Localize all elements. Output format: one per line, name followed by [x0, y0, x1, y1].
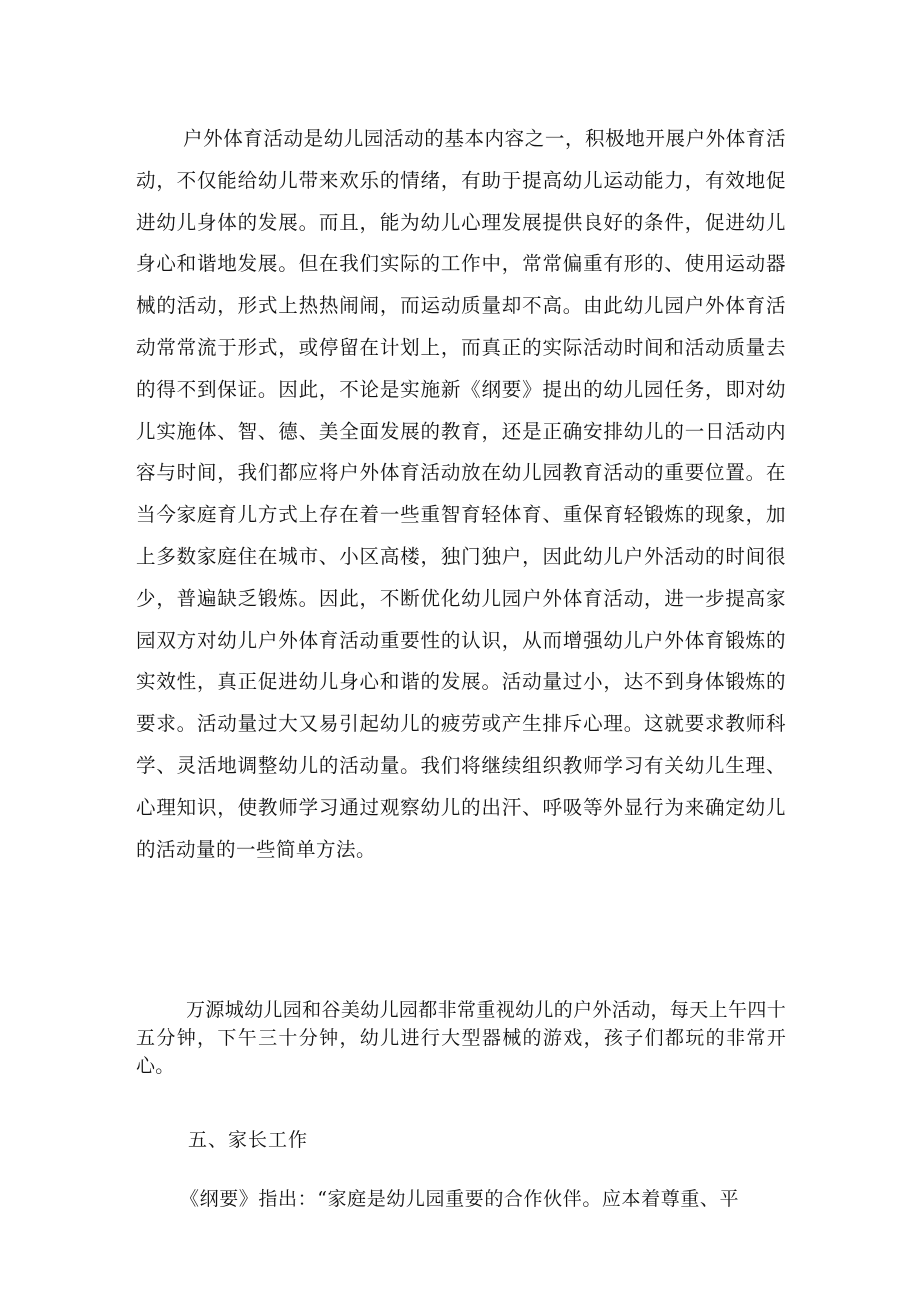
paragraph-kindergarten-activities: 万源城幼儿园和谷美幼儿园都非常重视幼儿的户外活动，每天上午四十五分钟，下午三十分钟，幼儿进行大型器械的游戏，孩子们都玩的非常开心。: [136, 999, 786, 1077]
paragraph-outdoor-sports: 户外体育活动是幼儿园活动的基本内容之一，积极地开展户外体育活动，不仅能给幼儿带来欢乐的情绪，有助于提高幼儿运动能力，有效地促进幼儿身体的发展。而且，能为幼儿心理发展提供良好的条件，促进幼儿身心和谐地发展。但在我们实际的工作中，常常偏重有形的、使用运动器械的活动，形式上热热闹闹，而运动质量却不高。由此幼儿园户外体育活动常常流于形式，或停留在计划上，而真正的实际活动时间和活动质量去的得不到保证。因此，不论是实施新《纲要》提出的幼儿园任务，即对幼儿实施体、智、德、美全面发展的教育，还是正确安排幼儿的一日活动内容与时间，我们都应将户外体育活动放在幼儿园教育活动的重要位置。在当今家庭育儿方式上存在着一些重智育轻体育、重保育轻锻炼的现象，加上多数家庭住在城市、小区高楼，独门独户，因此幼儿户外活动的时间很少，普遍缺乏锻炼。因此，不断优化幼儿园户外体育活动，进一步提高家园双方对幼儿户外体育活动重要性的认识，从而增强幼儿户外体育锻炼的实效性，真正促进幼儿身心和谐的发展。活动量过小，达不到身体锻炼的要求。活动量过大又易引起幼儿的疲劳或产生排斥心理。这就要求教师科学、灵活地调整幼儿的活动量。我们将继续组织教师学习有关幼儿生理、心理知识，使教师学习通过观察幼儿的出汗、呼吸等外显行为来确定幼儿的活动量的一些简单方法。: [136, 127, 786, 861]
section-heading-parent-work: 五、家长工作: [188, 1129, 309, 1151]
paragraph-guideline-quote: 《纲要》指出：“家庭是幼儿园重要的合作伙伴。应本着尊重、平: [180, 1188, 740, 1210]
